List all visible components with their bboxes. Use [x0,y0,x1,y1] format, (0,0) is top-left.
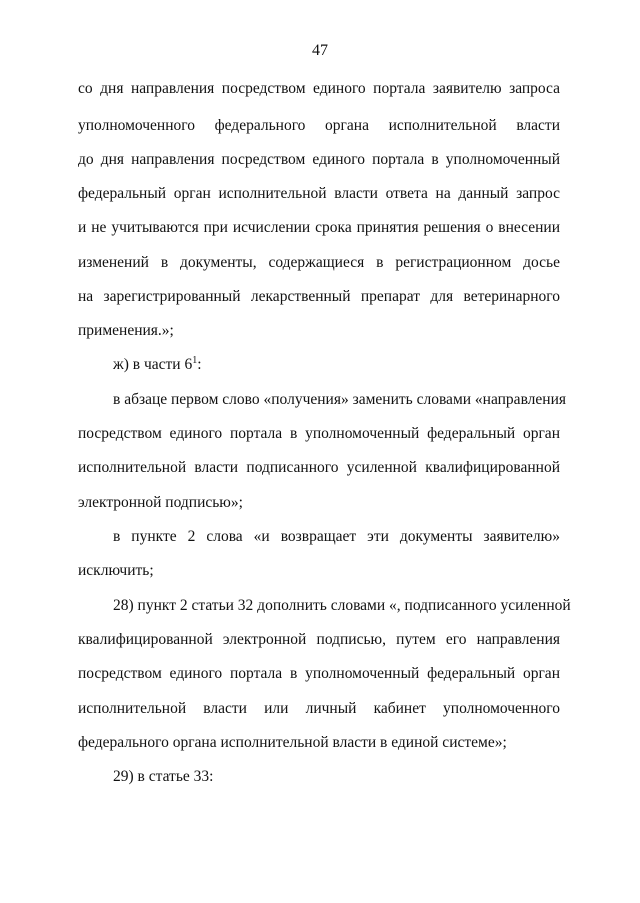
text-line: исключить; [78,562,154,579]
text-line: в пункте 2 слова «и возвращает эти документы заявителю» [113,528,560,545]
text-line: применения.»; [78,322,174,339]
text-line: со дня направления посредством единого портала заявителю запроса [78,80,560,97]
text-line: квалифицированной электронной подписью, путем его направления [78,631,560,648]
text-line: посредством единого портала в уполномоченный федеральный орган [78,665,560,682]
text-line: посредством единого портала в уполномоченный федеральный орган [78,425,560,442]
text-line: уполномоченного федерального органа исполнительной власти [78,117,560,134]
text-line: электронной подписью»; [78,494,243,511]
text-line: 28) пункт 2 статьи 32 дополнить словами «, подписанного усиленной [113,597,571,614]
subitem-text: ж) в части 6 [113,356,193,373]
text-line: и не учитываются при исчислении срока принятия решения о внесении [78,219,560,236]
text-line: 29) в статье 33: [113,768,214,785]
superscript: 1 [192,355,198,366]
text-line: изменений в документы, содержащиеся в регистрационном досье [78,254,560,271]
text-line: исполнительной власти или личный кабинет уполномоченного [78,700,560,717]
text-line: на зарегистрированный лекарственный препарат для ветеринарного [78,288,560,305]
subitem-heading [113,355,560,375]
text-line: в абзаце первом слово «получения» заменить словами «направления [113,391,567,408]
subitem-colon: : [197,356,202,373]
text-line: федерального органа исполнительной власти в единой системе»; [78,734,507,751]
page-number: 47 [312,42,328,59]
text-line: до дня направления посредством единого портала в уполномоченный [78,151,560,168]
text-line: федеральный орган исполнительной власти ответа на данный запрос [78,185,560,202]
text-line: исполнительной власти подписанного усиленной квалифицированной [78,459,560,476]
